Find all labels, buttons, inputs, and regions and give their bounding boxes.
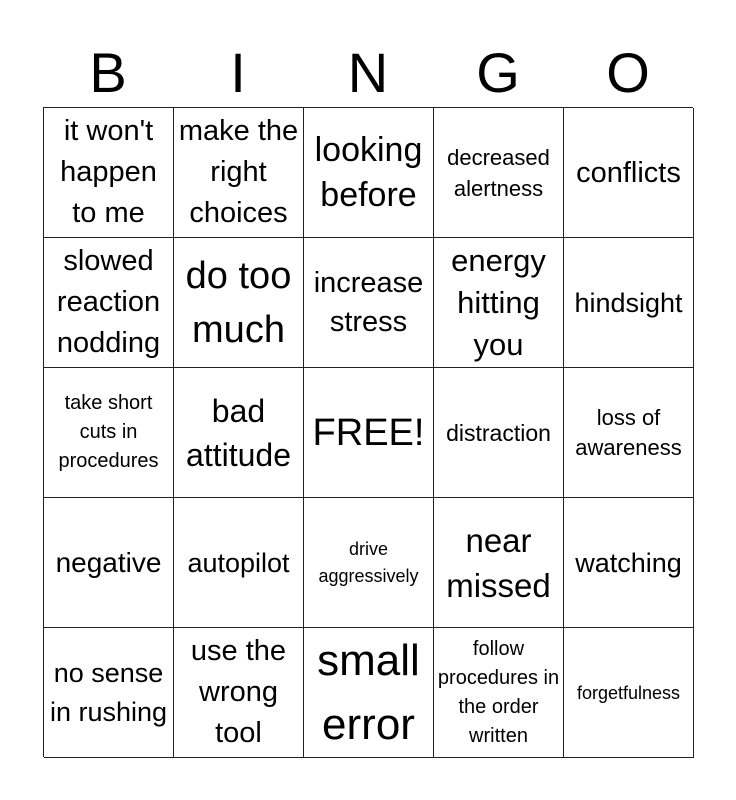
- bingo-cell[interactable]: [434, 108, 564, 238]
- cell-text: small error: [317, 635, 420, 749]
- cell-text: it won't happen to me: [60, 115, 157, 229]
- bingo-cell[interactable]: [174, 108, 304, 238]
- bingo-cell[interactable]: [44, 498, 174, 628]
- bingo-board: [43, 107, 693, 757]
- cell-text: loss of awareness: [575, 404, 682, 460]
- bingo-cell[interactable]: [434, 368, 564, 498]
- cell-text: slowed reaction nodding: [56, 245, 161, 359]
- cell-text: energy hitting you: [451, 242, 546, 362]
- bingo-cell[interactable]: [434, 628, 564, 758]
- bingo-cell[interactable]: [174, 238, 304, 368]
- cell-text: no sense in rushing: [49, 657, 168, 727]
- header-letter-n: N: [347, 41, 389, 104]
- bingo-cell[interactable]: [174, 628, 304, 758]
- cell-text: near missed: [446, 521, 551, 604]
- header-letter-i: I: [230, 41, 246, 104]
- cell-text: make the right choices: [178, 115, 299, 229]
- bingo-cell[interactable]: [304, 108, 434, 238]
- cell-text: follow procedures in the order written: [437, 637, 560, 747]
- bingo-cell[interactable]: [44, 628, 174, 758]
- cell-text: autopilot: [187, 547, 290, 578]
- header-letter-o: O: [606, 41, 650, 104]
- cell-text: bad attitude: [186, 392, 291, 473]
- cell-text: FREE!: [312, 411, 425, 454]
- bingo-cell[interactable]: [44, 368, 174, 498]
- cell-text: do too much: [185, 254, 292, 351]
- header-letter-b: B: [89, 41, 127, 104]
- bingo-cell[interactable]: [434, 238, 564, 368]
- bingo-cell[interactable]: [564, 368, 694, 498]
- cell-text: drive aggressively: [318, 538, 419, 586]
- bingo-cell[interactable]: [174, 368, 304, 498]
- cell-text: conflicts: [576, 156, 681, 189]
- bingo-cell[interactable]: [564, 628, 694, 758]
- cell-text: forgetfulness: [576, 682, 681, 703]
- bingo-cell[interactable]: [44, 108, 174, 238]
- bingo-cell[interactable]: [564, 498, 694, 628]
- bingo-cell[interactable]: [304, 628, 434, 758]
- cell-text: distraction: [446, 419, 551, 446]
- bingo-cell[interactable]: [304, 498, 434, 628]
- header-letter-g: G: [476, 41, 520, 104]
- bingo-cell[interactable]: [174, 498, 304, 628]
- cell-text: watching: [575, 547, 682, 578]
- bingo-cell free-space[interactable]: [304, 368, 434, 498]
- bingo-cell[interactable]: [434, 498, 564, 628]
- cell-text: decreased alertness: [447, 144, 550, 201]
- bingo-cell[interactable]: [304, 238, 434, 368]
- cell-text: negative: [55, 546, 162, 578]
- bingo-cell[interactable]: [564, 238, 694, 368]
- cell-text: use the wrong tool: [190, 635, 287, 749]
- cell-text: hindsight: [574, 287, 683, 318]
- cell-text: increase stress: [313, 266, 424, 338]
- cell-text: take short cuts in procedures: [58, 392, 159, 472]
- bingo-header: [43, 40, 693, 106]
- cell-text: looking before: [314, 130, 423, 214]
- bingo-cell[interactable]: [564, 108, 694, 238]
- bingo-cell[interactable]: [44, 238, 174, 368]
